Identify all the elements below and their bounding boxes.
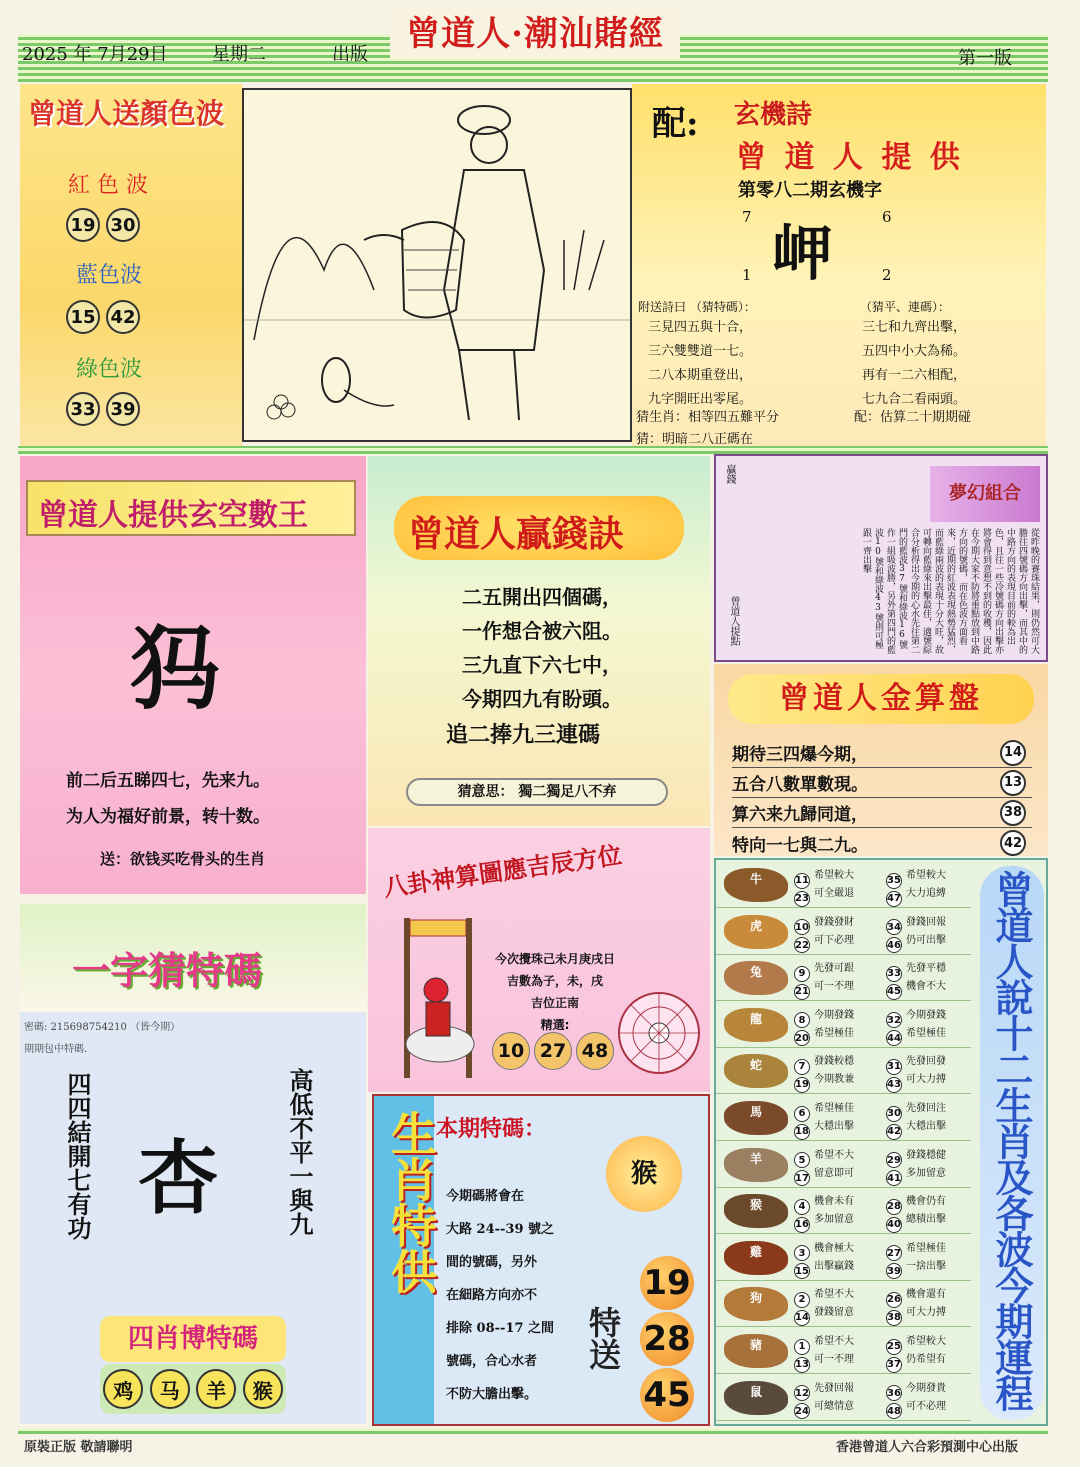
zodiac-num: 4 (794, 1199, 810, 1215)
win-line: 一作想合被六阻。 (462, 619, 622, 643)
zodiac-text: 先發回發 (906, 1056, 946, 1068)
zodiac-text: 可一不理 (814, 1354, 854, 1365)
zodiac-text: 機會未有 (814, 1196, 854, 1208)
bagua-num: 10 (492, 1032, 530, 1070)
zodiac-text: 發錢發財 (814, 916, 854, 928)
zodiac-num: 38 (886, 1310, 902, 1326)
zodiac-animal: 鼠 (750, 1384, 763, 1399)
zodiac-num: 28 (886, 1199, 902, 1215)
zodiac-text: 希望極佳 (906, 1027, 946, 1039)
calc-row-num: 13 (1000, 770, 1026, 796)
zodiac-text: 留意即可 (814, 1167, 854, 1179)
poem-left-line: 三見四五與十合， (648, 320, 753, 335)
zodiac-text: 發錢回報 (906, 916, 946, 928)
calc-row-num: 38 (1000, 800, 1026, 826)
zodiac-num: 42 (886, 1124, 902, 1140)
color-wave-panel (20, 84, 242, 446)
zodiac-text: 機會仍有 (906, 1196, 946, 1208)
one-word-title: 一字猜特碼 (72, 948, 263, 993)
win-lines (462, 580, 622, 716)
zodiac-num: 26 (886, 1292, 902, 1308)
zodiac-text: 今期教兼 (814, 1074, 854, 1086)
four-zodiac-item: 猴 (243, 1369, 283, 1409)
zodiac-num: 36 (886, 1385, 902, 1401)
zodiac-text: 希望較大 (906, 870, 946, 881)
zodiac-panel (714, 858, 1048, 1426)
zodiac-animal: 虎 (750, 918, 763, 933)
zodiac-num: 46 (886, 937, 902, 953)
zodiac-text: 今期發錢 (906, 1009, 946, 1021)
zodiac-animal: 豬 (750, 1338, 763, 1352)
zodiac-row (716, 1328, 971, 1374)
zodiac-text: 可大力搏 (906, 1074, 946, 1086)
zodiac-text: 總積出擊 (906, 1214, 946, 1226)
zodiac-text: 大穩出擊 (906, 1121, 946, 1132)
dream-side: 贏錢 (724, 464, 735, 484)
special-num: 45 (640, 1368, 694, 1422)
zodiac-num: 32 (886, 1012, 902, 1028)
green-ball-2: 39 (106, 392, 140, 426)
zodiac-text: 發錢留意 (814, 1307, 854, 1319)
zodiac-num: 6 (794, 1106, 810, 1122)
calc-row-text: 期待三四爆今期， (732, 745, 868, 765)
zodiac-num: 39 (886, 1263, 902, 1279)
zodiac-num: 1 (794, 1339, 810, 1355)
zodiac-num: 45 (886, 984, 902, 1000)
poem-right-line: 五四中小大為稀。 (862, 344, 967, 359)
bagua-wheel-icon (614, 988, 704, 1078)
footer-stripe (18, 1428, 1048, 1434)
corner-tl: 7 (742, 208, 752, 226)
zodiac-animal: 兔 (750, 965, 763, 980)
zodiac-num: 47 (886, 891, 902, 907)
zodiac-text: 仍希望有 (906, 1354, 946, 1365)
special-lines (446, 1180, 554, 1411)
one-word-left-col: 四四結開七有功 (63, 1072, 92, 1240)
blue-ball-2: 42 (106, 300, 140, 334)
bagua-info (480, 948, 630, 1036)
one-word-hint: 期期包中特碼. (24, 1044, 88, 1055)
zodiac-text: 希望較大 (814, 870, 854, 881)
xuanji-glyph: 岬 (772, 219, 832, 289)
color-wave-title: 曾道人送顏色波 (28, 97, 225, 130)
zodiac-num: 2 (794, 1292, 810, 1308)
xuankong-send: 送：欲钱买吃骨头的生肖 (100, 850, 266, 868)
calc-row-num: 14 (1000, 740, 1026, 766)
one-word-panel (20, 904, 366, 1426)
guess-line: 猜：明暗二八正碼在 (636, 432, 754, 446)
special-heading: 本期特碼： (436, 1116, 547, 1142)
bagua-nums (492, 1032, 618, 1070)
zodiac-num: 29 (886, 1152, 902, 1168)
special-nums (640, 1256, 694, 1422)
zodiac-row (716, 1375, 971, 1421)
red-wave-balls (66, 208, 146, 242)
zodiac-num: 23 (794, 891, 810, 907)
blue-ball-1: 15 (66, 300, 100, 334)
green-wave-balls (66, 392, 146, 426)
zodiac-num: 10 (794, 919, 810, 935)
special-line: 今期碼將會在 (446, 1189, 525, 1204)
zodiac-row (716, 862, 971, 908)
win-title: 曾道人贏錢訣 (394, 496, 684, 560)
zodiac-num: 14 (794, 1310, 810, 1326)
dream-panel (714, 454, 1048, 662)
zodiac-num: 37 (886, 1357, 902, 1373)
special-line: 在細路方向亦不 (446, 1288, 538, 1303)
zodiac-text: 仍可出擊 (906, 934, 946, 946)
zodiac-num: 40 (886, 1217, 902, 1233)
zodiac-num: 13 (794, 1357, 810, 1373)
xuankong-line2: 为人为福好前景，转十数。 (66, 807, 270, 827)
zodiac-text: 可下必理 (814, 934, 854, 946)
zodiac-num: 11 (794, 873, 810, 889)
zodiac-num: 43 (886, 1077, 902, 1093)
footer-left: 原裝正版 敬請聯明 (24, 1440, 133, 1455)
four-zodiac-item: 羊 (196, 1369, 236, 1409)
bagua-line2: 吉數為子，未，戌 (506, 974, 603, 988)
zodiac-text: 可總情意 (814, 1400, 854, 1412)
bagua-title: 八卦神算圖應吉辰方位 (381, 839, 624, 903)
zodiac-animal: 狗 (750, 1291, 763, 1306)
zodiac-num: 5 (794, 1152, 810, 1168)
zodiac-text: 希望極佳 (906, 1242, 946, 1254)
zodiac-num: 30 (886, 1106, 902, 1122)
corner-bl: 1 (742, 266, 752, 284)
poem-left-line: 二八本期重登出， (648, 368, 753, 383)
zodiac-text: 大力追縛 (906, 888, 946, 899)
blue-wave-label: 藍色波 (76, 263, 143, 288)
special-flower: 猴 (606, 1136, 682, 1212)
calc-row (732, 738, 1032, 768)
zodiac-animal: 羊 (750, 1151, 763, 1166)
special-panel (372, 1094, 710, 1426)
dream-sign: 曾道人提點 (728, 596, 739, 646)
zodiac-row (716, 1281, 971, 1327)
calc-row (732, 798, 1032, 828)
footer-right: 香港曾道人六合彩預測中心出版 (836, 1440, 1019, 1455)
header-weekday: 星期二 (212, 44, 266, 65)
four-zodiac-item: 鸡 (103, 1369, 143, 1409)
win-panel (368, 456, 710, 826)
zodiac-num: 22 (794, 937, 810, 953)
farmer-illustration (242, 88, 632, 442)
zodiac-row (716, 1002, 971, 1048)
zodiac-side: 曾道人說十二生肖及各波今期運程 (989, 870, 1034, 1410)
zodiac-num: 21 (794, 984, 810, 1000)
zodiac-text: 希望不大 (814, 1289, 854, 1301)
green-ball-1: 33 (66, 392, 100, 426)
win-line: 二五開出四個碼， (462, 585, 622, 609)
bagua-line3: 吉位正南 (530, 996, 579, 1010)
red-wave-label: 紅 色 波 (68, 173, 148, 198)
calc-row-num: 42 (1000, 830, 1026, 856)
zodiac-num: 15 (794, 1263, 810, 1279)
zodiac-num: 8 (794, 1012, 810, 1028)
zodiac-num: 31 (886, 1059, 902, 1075)
zodiac-text: 多加留意 (906, 1167, 946, 1179)
zodiac-text: 可全嚴退 (814, 888, 854, 899)
win-riddle: 猜意思： 獨二獨足八不弃 (406, 778, 668, 806)
calc-panel (714, 664, 1048, 856)
win-line: 今期四九有盼頭。 (462, 687, 622, 711)
zodiac-num: 25 (886, 1339, 902, 1355)
zodiac-num: 17 (794, 1170, 810, 1186)
zodiac-text: 一捨出擊 (906, 1260, 946, 1272)
zodiac-row (716, 1048, 971, 1094)
poem-left (648, 316, 752, 412)
xuankong-line1: 前二后五睇四七，先来九。 (66, 771, 270, 791)
zodiac-text: 可不必理 (906, 1400, 946, 1412)
special-line: 不防大膽出擊。 (446, 1387, 538, 1402)
four-zodiac-item: 马 (150, 1369, 190, 1409)
zodiac-row (716, 1188, 971, 1234)
header-publish: 出版 (332, 44, 368, 65)
zodiac-text: 希望極佳 (814, 1103, 854, 1114)
xuankong-panel (20, 456, 366, 894)
zodiac-text: 先發回注 (906, 1103, 946, 1114)
red-ball-1: 19 (66, 208, 100, 242)
win-chase: 追二捧九三連碼 (446, 722, 601, 748)
zodiac-text: 機會不大 (906, 981, 946, 993)
zodiac-text: 發錢較穩 (814, 1056, 854, 1068)
special-line: 大路 24--39 號之 (446, 1222, 555, 1237)
special-send-label: 特送 (584, 1306, 622, 1370)
one-word-right-col: 高低不平一與九 (285, 1068, 314, 1236)
zodiac-text: 希望較大 (906, 1336, 946, 1347)
corner-br: 2 (882, 266, 892, 284)
bagua-panel (368, 828, 710, 1092)
zodiac-text: 可大力搏 (906, 1307, 946, 1319)
zodiac-animal: 龍 (750, 1011, 763, 1026)
zodiac-animal: 蛇 (750, 1058, 763, 1073)
bagua-line1: 今次攪珠己未月庚戌日 (494, 952, 615, 966)
zodiac-row (716, 1142, 971, 1188)
poem-right-line: 再有一二六相配， (862, 368, 967, 383)
zodiac-animal: 馬 (750, 1105, 763, 1119)
poem-right-title: （猜平、連碼）： (860, 300, 951, 314)
calc-row-text: 五合八數單數現。 (732, 775, 868, 795)
farmer-drawing (244, 90, 630, 440)
zodiac-text: 今期發錢 (814, 1009, 854, 1021)
calc-title: 曾道人金算盤 (728, 674, 1034, 724)
poem-left-line: 三六雙雙道一七。 (648, 344, 753, 359)
zodiac-num: 48 (886, 1403, 902, 1419)
poem-left-line: 九字開旺出零尾。 (648, 392, 753, 407)
zodiac-text: 希望不大 (814, 1149, 854, 1161)
blue-wave-balls (66, 300, 146, 334)
poem-right (862, 316, 966, 412)
divider-stripe (18, 446, 1048, 454)
zodiac-row (716, 1095, 971, 1141)
header-edition: 第一版 (958, 48, 1012, 69)
zodiac-num: 20 (794, 1030, 810, 1046)
four-zodiac (100, 1364, 286, 1414)
zodiac-text: 大穩出擊 (814, 1121, 854, 1132)
zodiac-text: 先發平穩 (906, 963, 946, 975)
zodiac-num: 33 (886, 966, 902, 982)
zodiac-text: 先發可跟 (814, 963, 854, 975)
zodiac-row (716, 1235, 971, 1281)
xuanji-panel (632, 84, 1046, 446)
zodiac-animal: 牛 (750, 872, 763, 886)
one-word-glyph: 杏 (138, 1131, 218, 1225)
zodiac-animal: 猴 (750, 1198, 763, 1213)
calc-row-text: 算六来九歸同道， (732, 805, 868, 825)
calc-row-text: 特向一七與二九。 (732, 835, 868, 856)
zodiac-text: 可一不理 (814, 981, 854, 993)
calc-row (732, 828, 1032, 856)
bagua-num: 27 (534, 1032, 572, 1070)
zodiac-num: 41 (886, 1170, 902, 1186)
header-title: 曾道人·潮汕賭經 (390, 6, 680, 58)
special-line: 號碼，合心水者 (446, 1354, 538, 1369)
green-wave-label: 綠色波 (76, 357, 143, 382)
special-num: 28 (640, 1312, 694, 1366)
one-word-code: 密碼: 215698754210 （皆今期） (24, 1022, 181, 1033)
zodiac-num: 35 (886, 873, 902, 889)
xuanji-heading: 玄機詩 (734, 100, 813, 130)
special-line: 間的號碼，另外 (446, 1255, 538, 1270)
zodiac-text: 機會極大 (814, 1242, 854, 1254)
pei-line: 配：估算二十期期碰 (854, 410, 972, 425)
poem-left-title: 附送詩曰 （猜特碼）： (638, 300, 756, 314)
poem-right-line: 七九合二看兩頭。 (862, 392, 967, 407)
corner-tr: 6 (882, 208, 892, 226)
zodiac-rows (716, 862, 978, 1424)
zodiac-num: 9 (794, 966, 810, 982)
calc-rows (732, 738, 1032, 856)
zodiac-row (716, 955, 971, 1001)
zodiac-num: 27 (886, 1245, 902, 1261)
zodiac-num: 24 (794, 1403, 810, 1419)
zodiac-num: 44 (886, 1030, 902, 1046)
general-illustration (388, 914, 488, 1084)
zodiac-text: 出擊贏錢 (814, 1260, 854, 1272)
zodiac-text: 今期發貴 (906, 1382, 946, 1394)
dream-title: 夢幻組合 (930, 466, 1040, 522)
dream-text: 從昨晚的賽珠結果，則仍然可大膽往四號碼方向出擊，而其中的中路方向的表現目前的較為出色，且往一些冷號碼方向出擊亦將會得到意想不到的收穫，因此在今期大家不防將重點放到中路方向的號碼，而在色波方面看來，近期的紅波表現熱勢猛烈，而藍綠兩波的表現十分大旺，故可轉向藍綠來出擊最佳，適號綜合分析得出今期的心水先往第二門的藍波37號和綠波16號作一組吸波勝，另外第四門的藍波10號和綠波43號則可極跟一齊出擊 (861, 528, 1039, 654)
zodiac-text: 希望不大 (814, 1336, 854, 1347)
zodiac-row (716, 909, 971, 955)
zodiac-text: 希望極佳 (814, 1027, 854, 1039)
zodiac-num: 18 (794, 1124, 810, 1140)
zodiac-animal: 雞 (750, 1244, 763, 1259)
guess-zodiac: 猜生肖：相等四五難平分 (636, 410, 780, 425)
win-line: 三九直下六七中， (462, 653, 622, 677)
pei-label: 配: (652, 104, 699, 144)
zodiac-text: 機會還有 (906, 1289, 946, 1301)
bagua-pick: 精選: (540, 1018, 570, 1032)
zodiac-num: 12 (794, 1385, 810, 1401)
four-title: 四肖博特碼 (100, 1316, 286, 1362)
xuankong-title: 曾道人提供玄空數王 (26, 480, 356, 536)
xuanji-issue: 第零八二期玄機字 (738, 180, 882, 201)
zodiac-text: 先發回報 (814, 1382, 854, 1394)
special-num: 19 (640, 1256, 694, 1310)
zodiac-num: 3 (794, 1245, 810, 1261)
poem-right-line: 三七和九齊出擊， (862, 320, 967, 335)
red-ball-2: 30 (106, 208, 140, 242)
bagua-num: 48 (576, 1032, 614, 1070)
xuankong-glyph: 犸 (130, 616, 220, 722)
zodiac-num: 19 (794, 1077, 810, 1093)
xuanji-provider: 曾 道 人 提 供 (736, 140, 964, 175)
zodiac-text: 發錢穩健 (906, 1149, 946, 1161)
special-side: 生肖特供 (384, 1110, 438, 1294)
calc-row (732, 768, 1032, 798)
zodiac-text: 多加留意 (814, 1214, 854, 1226)
zodiac-num: 16 (794, 1217, 810, 1233)
header-date: 2025 年 7月29日 (22, 44, 168, 65)
zodiac-num: 7 (794, 1059, 810, 1075)
zodiac-num: 34 (886, 919, 902, 935)
special-line: 排除 08--17 之間 (446, 1321, 555, 1336)
